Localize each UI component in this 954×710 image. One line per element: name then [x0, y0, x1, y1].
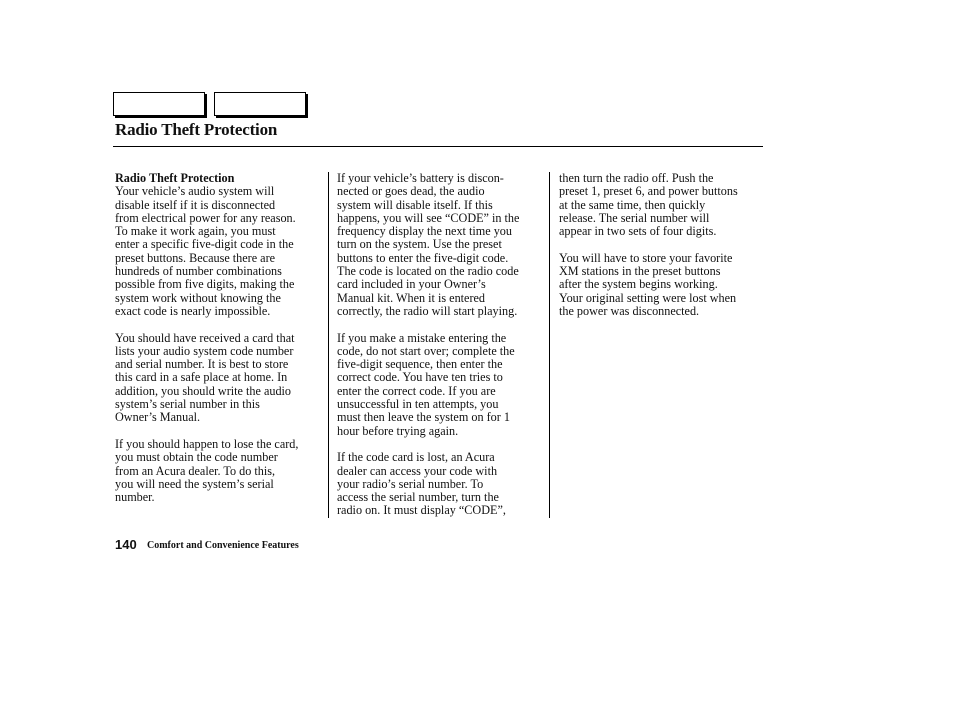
text-line: buttons to enter the five-digit code. [337, 250, 509, 265]
text-line: Your vehicle’s audio system will [115, 184, 275, 199]
text-line: system work without knowing the [115, 290, 281, 305]
text-line: Owner’s Manual. [115, 410, 201, 425]
text-line: hundreds of number combinations [115, 264, 282, 279]
header-tab-box-right [214, 92, 306, 116]
text-line: code, do not start over; complete the [337, 343, 515, 358]
text-line: release. The serial number will [559, 210, 710, 225]
text-column-2 [337, 172, 545, 531]
page-title: Radio Theft Protection [115, 120, 278, 139]
text-line: If you should happen to lose the card, [115, 436, 299, 451]
text-line: number. [115, 490, 155, 505]
text-line: must then leave the system on for 1 [337, 410, 510, 425]
text-line: possible from five digits, making the [115, 277, 295, 292]
text-line: dealer can access your code with [337, 463, 498, 478]
text-line: exact code is nearly impossible. [115, 303, 271, 318]
column-divider [328, 172, 329, 518]
paragraph [337, 172, 545, 318]
text-line: preset 1, preset 6, and power buttons [559, 184, 738, 199]
text-line: this card in a safe place at home. In [115, 370, 288, 385]
text-line: enter a specific five-digit code in the [115, 237, 294, 252]
paragraph [337, 451, 545, 517]
text-line: radio on. It must display “CODE”, [337, 503, 506, 518]
text-line: and serial number. It is best to store [115, 357, 289, 372]
text-line: You will have to store your favorite [559, 250, 733, 265]
text-column-1 [115, 172, 322, 518]
text-line: turn on the system. Use the preset [337, 237, 502, 252]
text-line: disable itself if it is disconnected [115, 197, 276, 212]
text-line: your radio’s serial number. To [337, 476, 484, 491]
page-number: 140 [115, 537, 137, 552]
paragraph [559, 252, 764, 318]
text-line: addition, you should write the audio [115, 383, 292, 398]
text-line: from an Acura dealer. To do this, [115, 463, 276, 478]
text-line: happens, you will see “CODE” in the [337, 210, 520, 225]
paragraph [337, 332, 545, 438]
text-line: correctly, the radio will start playing. [337, 303, 518, 318]
title-divider [113, 146, 763, 147]
text-line: hour before trying again. [337, 423, 459, 438]
text-line: If your vehicle’s battery is discon- [337, 171, 504, 185]
text-line: Your original setting were lost when [559, 290, 737, 305]
text-line: system will disable itself. If this [337, 197, 493, 212]
text-column-3 [559, 172, 764, 332]
column-divider [549, 172, 550, 518]
text-line: card included in your Owner’s [337, 277, 486, 292]
text-line: frequency display the next time you [337, 224, 512, 239]
text-line: If you make a mistake entering the [337, 330, 507, 345]
text-line: nected or goes dead, the audio [337, 184, 485, 199]
text-line: you must obtain the code number [115, 450, 278, 465]
text-line: then turn the radio off. Push the [559, 171, 714, 185]
paragraph [115, 332, 322, 425]
text-line: five-digit sequence, then enter the [337, 357, 503, 372]
text-line: The code is located on the radio code [337, 264, 519, 279]
text-line: after the system begins working. [559, 277, 718, 292]
text-line: correct code. You have ten tries to [337, 370, 503, 385]
text-line: preset buttons. Because there are [115, 250, 276, 265]
paragraph [115, 172, 322, 318]
text-line: enter the correct code. If you are [337, 383, 496, 398]
text-line: To make it work again, you must [115, 224, 276, 239]
paragraph [559, 172, 764, 238]
text-line: from electrical power for any reason. [115, 210, 296, 225]
text-line: Manual kit. When it is entered [337, 290, 486, 305]
text-line: at the same time, then quickly [559, 197, 706, 212]
text-line: system’s serial number in this [115, 397, 260, 412]
header-tab-box-left [113, 92, 205, 116]
text-line: appear in two sets of four digits. [559, 224, 717, 239]
subsection-heading: Radio Theft Protection [115, 171, 235, 185]
text-line: XM stations in the preset buttons [559, 264, 721, 279]
text-line: the power was disconnected. [559, 303, 700, 318]
paragraph [115, 438, 322, 504]
text-line: If the code card is lost, an Acura [337, 450, 495, 465]
text-line: lists your audio system code number [115, 343, 294, 358]
text-line: unsuccessful in ten attempts, you [337, 397, 499, 412]
text-line: access the serial number, turn the [337, 490, 499, 505]
text-line: You should have received a card that [115, 330, 295, 345]
text-line: you will need the system’s serial [115, 476, 274, 491]
footer-section-label: Comfort and Convenience Features [147, 540, 299, 551]
